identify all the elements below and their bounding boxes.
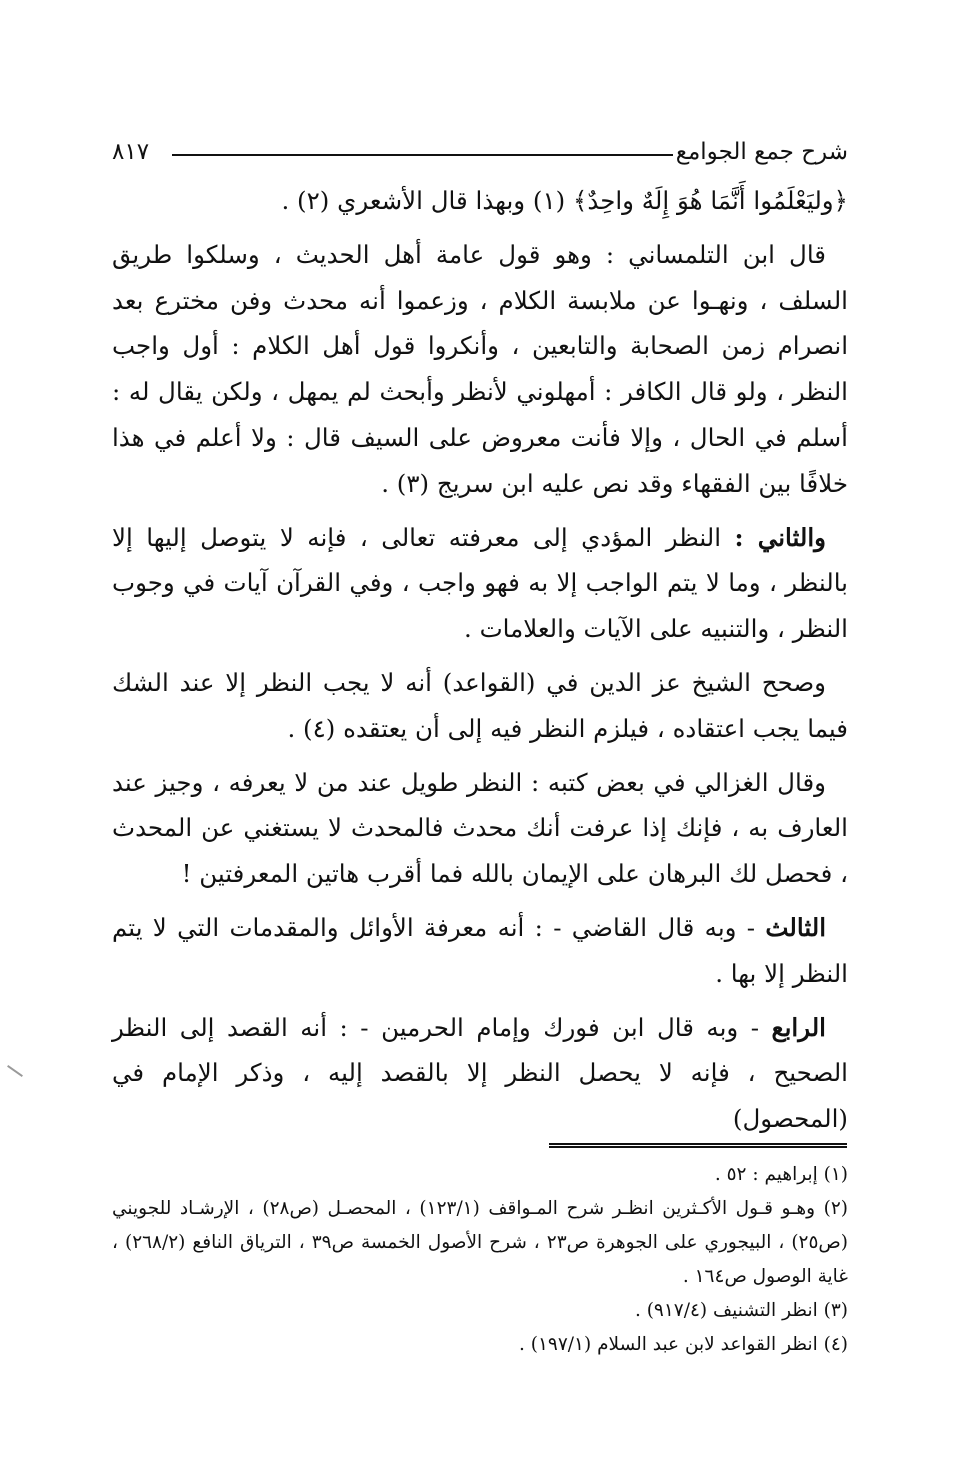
footnote-4: (٤) انظر القواعد لابن عبد السلام (١٩٧/١) . (519, 1334, 848, 1355)
paragraph-text: - وبه قال ابن فورك وإمام الحرمين - : أنه القصد إلى النظر الصحيح ، فإنه لا يحصل النظر إلا بالقصد إليه ، وذكر الإمام في (المحصول) (112, 1012, 848, 1134)
footnotes (112, 1158, 848, 1362)
paragraph-text: - وبه قال القاضي - : أنه معرفة الأوائل والمقدمات التي لا يتم النظر إلا بها . (112, 912, 848, 988)
page-number: ٨١٧ (112, 139, 150, 165)
running-title: شرح جمع الجوامع (675, 139, 848, 165)
paragraph-second-view (112, 515, 848, 652)
paragraph-text: قال ابن التلمساني : وهو قول عامة أهل الحديث ، وسلكوا طريق السلف ، ونهـوا عن ملابسة الكلام ، وزعموا أنه محدث وفن مخترع بعد انصرام زمن الصحابة والتابعين ، وأنكروا قول أهل الكلام : أول واجب النظر ، ولو قال الكافر : أمهلوني لأنظر وأبحث لم يمهل ، ولكن يقال له : أسلم في الحال ، وإلا فأنت معروض على السيف قال : ولا أعلم في هذا خلافًا بين الفقهاء وقد نص عليه ابن سريج (٣) . (112, 239, 848, 498)
paragraph-lead: والثاني : (734, 522, 826, 552)
paragraph-izz-aldin (112, 660, 848, 752)
paragraph-text: ﴿وليَعْلَمُوا أَنَّمَا هُوَ إِلَهٌ واحِدٌ﴾ (١) وبهذا قال الأشعري (٢) . (281, 186, 848, 215)
scan-margin-mark (7, 1065, 23, 1077)
footnote-separator (549, 1143, 847, 1148)
header-rule (172, 154, 673, 156)
paragraph-ibn-tilmisani (112, 232, 848, 507)
main-text (112, 178, 848, 1150)
paragraph-text: وقال الغزالي في بعض كتبه : النظر طويل عند من لا يعرفه ، وجيز عند العارف به ، فإنك إذا عرفت أنك محدث فالمحدث لا يستغني عن المحدث ، فحصل لك البرهان على الإيمان بالله فما أقرب هاتين المعرفتين ! (112, 767, 848, 889)
paragraph-third-view (112, 905, 848, 997)
paragraph-text: وصحح الشيخ عز الدين في (القواعد) أنه لا يجب النظر إلا عند الشك فيما يجب اعتقاده ، فيلزم النظر فيه إلى أن يعتقده (٤) . (112, 667, 848, 743)
paragraph-lead: الثالث (765, 912, 826, 942)
paragraph-text: النظر المؤدي إلى معرفته تعالى ، فإنه لا يتوصل إليها إلا بالنظر ، وما لا يتم الواجب إلا به فهو واجب ، وفي القرآن آيات في وجوب النظر ، والتنبيه على الآيات والعلامات . (112, 522, 848, 644)
paragraph-verse (112, 178, 848, 224)
paragraph-lead: الرابع (771, 1012, 826, 1042)
paragraph-ghazali (112, 760, 848, 897)
paragraph-fourth-view (112, 1005, 848, 1142)
footnote-3: (٣) انظر التشنيف (٩١٧/٤) . (634, 1300, 848, 1321)
page-header (112, 132, 848, 172)
footnote-2: (٢) وهـو قـول الأكـثرين انظـر شرح المـواقف (١٢٣/١) ، المحصـل (ص٢٨) ، الإرشـاد للجويني (ص٢٥) ، البيجوري على الجوهرة ص٢٣ ، شرح الأصول الخمسة ص٣٩ ، الترياق النافع (٢٦٨/٢) ، غاية الوصول ص١٦٤ . (112, 1198, 849, 1287)
footnote-1: (١) إبراهيم : ٥٢ . (714, 1164, 848, 1185)
